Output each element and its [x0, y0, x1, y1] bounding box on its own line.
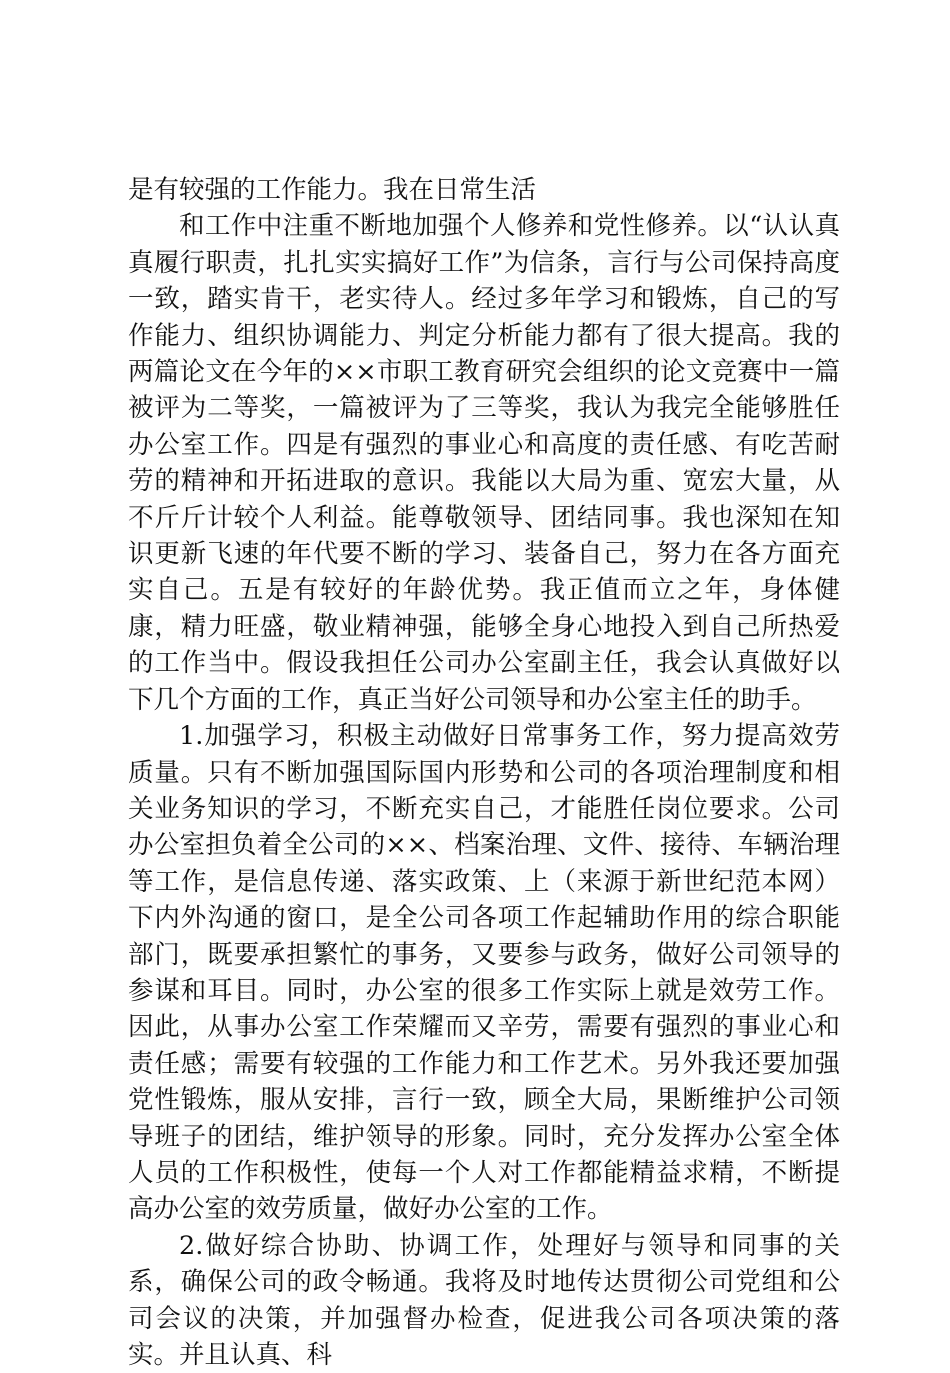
paragraph-fragment-top: 是有较强的工作能力。我在日常生活 — [128, 175, 537, 205]
document-body — [128, 172, 840, 1373]
paragraph-item-1-study: 1.加强学习，积极主动做好日常事务工作，努力提高效劳质量。只有不断加强国际国内形势和公司的各项治理制度和相关业务知识的学习，不断充实自己，才能胜任岗位要求。公司办公室担负着全公司的××、档案治理、文件、接待、车辆治理等工作，是信息传递、落实政策、上（来源于新世纪范本网）下内外沟通的窗口，是全公司各项工作起辅助作用的综合职能部门，既要承担繁忙的事务，又要参与政务，做好公司领导的参谋和耳目。同时，办公室的很多工作实际上就是效劳工作。因此，从事办公室工作荣耀而又辛劳，需要有强烈的事业心和责任感；需要有较强的工作能力和工作艺术。另外我还要加强党性锻炼，服从安排，言行一致，顾全大局，果断维护公司领导班子的团结，维护领导的形象。同时，充分发挥办公室全体人员的工作积极性，使每一个人对工作都能精益求精，不断提高办公室的效劳质量，做好办公室的工作。 — [128, 721, 840, 1225]
paragraph-item-2-coordination: 2.做好综合协助、协调工作，处理好与领导和同事的关系，确保公司的政令畅通。我将及时地传达贯彻公司党组和公司会议的决策，并加强督办检查，促进我公司各项决策的落实。并且认真、科 — [128, 1230, 840, 1370]
paragraph-personal-qualities: 和工作中注重不断地加强个人修养和党性修养。以“认认真真履行职责，扎扎实实搞好工作”为信条，言行与公司保持高度一致，踏实肯干，老实待人。经过多年学习和锻炼，自己的写作能力、组织协调能力、判定分析能力都有了很大提高。我的两篇论文在今年的××市职工教育研究会组织的论文竞赛中一篇被评为二等奖，一篇被评为了三等奖，我认为我完全能够胜任办公室工作。四是有强烈的事业心和高度的责任感、有吃苦耐劳的精神和开拓进取的意识。我能以大局为重、宽宏大量，从不斤斤计较个人利益。能尊敬领导、团结同事。我也深知在知识更新飞速的年代要不断的学习、装备自己，努力在各方面充实自己。五是有较好的年龄优势。我正值而立之年，身体健康，精力旺盛，敬业精神强，能够全身心地投入到自己所热爱的工作当中。假设我担任公司办公室副主任，我会认真做好以下几个方面的工作，真正当好公司领导和办公室主任的助手。 — [128, 211, 840, 715]
